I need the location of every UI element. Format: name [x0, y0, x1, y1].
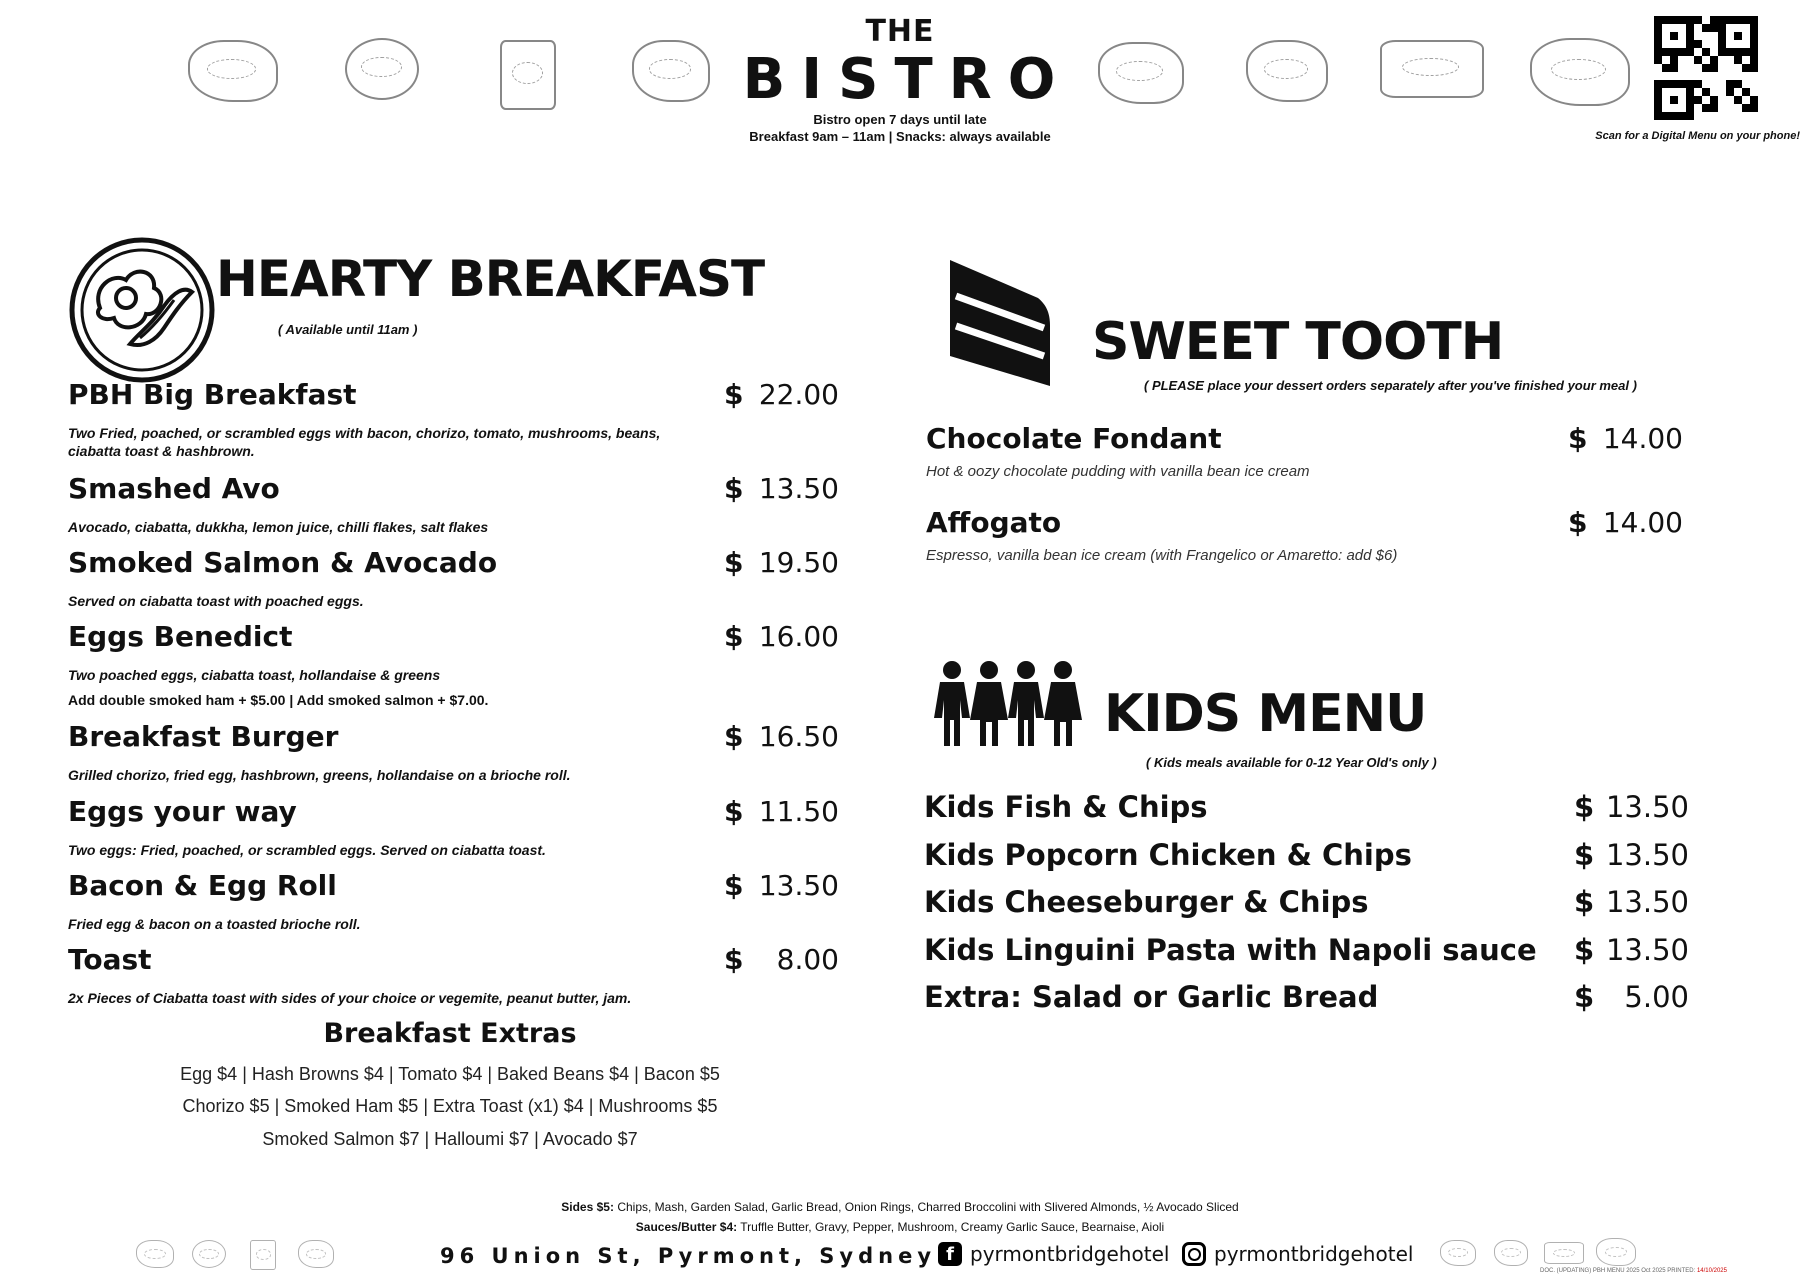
- breakfast-item-desc: [68, 841, 546, 859]
- soup-bowl-sketch-icon: [192, 1240, 226, 1268]
- price-value: 16.00: [758, 620, 839, 653]
- breakfast-item-desc: [68, 766, 571, 784]
- currency: $: [724, 943, 744, 976]
- breakfast-item-price: [724, 620, 839, 653]
- price-value: 22.00: [758, 378, 839, 411]
- egg-bacon-plate-icon: [68, 236, 216, 384]
- breakfast-item-price: [724, 869, 839, 902]
- sweet-item-name: Affogato: [926, 506, 1062, 539]
- breakfast-item-desc: [68, 666, 440, 684]
- price-value: 14.00: [1602, 506, 1683, 539]
- salad-sketch-icon: [298, 1240, 334, 1268]
- breakfast-item-name: Smashed Avo: [68, 472, 280, 505]
- kids-note: ( Kids meals available for 0-12 Year Old's only ): [1146, 755, 1437, 770]
- breakfast-item-price: [724, 720, 839, 753]
- sides-line: [400, 1200, 1400, 1214]
- qr-code[interactable]: [1654, 16, 1758, 120]
- currency: $: [1568, 422, 1588, 455]
- sweet-note: ( PLEASE place your dessert orders separately after you've finished your meal ): [1144, 378, 1637, 393]
- qr-caption: Scan for a Digital Menu on your phone!: [1595, 130, 1800, 142]
- skewers-sketch-icon: [500, 40, 556, 110]
- breakfast-item-desc: [68, 989, 631, 1007]
- price-value: 13.50: [758, 869, 839, 902]
- breakfast-item-desc: [68, 518, 488, 536]
- kids-item-price: [1574, 885, 1689, 919]
- service-times: Breakfast 9am – 11am | Snacks: always available: [749, 129, 1051, 144]
- price-value: 13.50: [758, 472, 839, 505]
- desc-line: Two Fried, poached, or scrambled eggs with bacon, chorizo, tomato, mushrooms, beans,: [68, 425, 661, 441]
- sweet-item-desc: Hot & oozy chocolate pudding with vanilla bean ice cream: [926, 463, 1310, 480]
- printed-date: 14/10/2025: [1696, 1268, 1727, 1274]
- desc-line: Served on ciabatta toast with poached eggs.: [68, 593, 364, 609]
- breakfast-item-name: Breakfast Burger: [68, 720, 339, 753]
- price-value: 13.50: [1605, 790, 1689, 824]
- price-value: 8.00: [776, 943, 839, 976]
- currency: $: [724, 472, 744, 505]
- kids-people-icon: [934, 660, 1082, 750]
- brand-header: [720, 14, 1080, 145]
- brand-name: BISTRO: [742, 47, 1072, 112]
- currency: $: [724, 378, 744, 411]
- breakfast-plate-sketch-icon: [136, 1240, 174, 1268]
- desc-line: Two eggs: Fried, poached, or scrambled eggs. Served on ciabatta toast.: [68, 842, 546, 858]
- facebook-link[interactable]: [938, 1242, 1169, 1266]
- breakfast-item-name: Toast: [68, 943, 152, 976]
- desc-line: Fried egg & bacon on a toasted brioche roll.: [68, 916, 361, 932]
- sauces-line: [400, 1220, 1400, 1234]
- breakfast-item-desc: [68, 915, 360, 933]
- breakfast-title: HEARTY BREAKFAST: [216, 250, 765, 308]
- kids-item-price: [1574, 980, 1689, 1014]
- desc-line: 2x Pieces of Ciabatta toast with sides of your choice or vegemite, peanut butter, jam.: [68, 990, 632, 1006]
- breakfast-item-name: Bacon & Egg Roll: [68, 869, 337, 902]
- instagram-icon: [1182, 1242, 1206, 1266]
- ham-sketch-icon: [1440, 1240, 1476, 1266]
- sauces-label: Sauces/Butter $4:: [635, 1220, 738, 1234]
- breakfast-item-name: Smoked Salmon & Avocado: [68, 546, 498, 579]
- kids-item-name: Extra: Salad or Garlic Bread: [924, 980, 1379, 1014]
- breakfast-item-name: Eggs Benedict: [68, 620, 293, 653]
- kids-item-price: [1574, 838, 1689, 872]
- sweet-item-price: [1568, 506, 1683, 539]
- document-code: [1540, 1268, 1727, 1274]
- ham-sketch-icon: [1098, 42, 1184, 104]
- currency: $: [1574, 837, 1595, 872]
- sides-label: Sides $5:: [561, 1200, 614, 1214]
- breakfast-item-addon: Add double smoked ham + $5.00 | Add smoked salmon + $7.00.: [68, 692, 489, 708]
- currency: $: [724, 795, 744, 828]
- cake-slice-icon: [946, 256, 1054, 390]
- soup-bowl-sketch-icon: [345, 38, 419, 100]
- instagram-handle: pyrmontbridgehotel: [1214, 1242, 1414, 1266]
- desc-line: ciabatta toast & hashbrown.: [68, 443, 255, 459]
- bacon-sketch-icon: [1544, 1242, 1584, 1264]
- sweet-item-desc: Espresso, vanilla bean ice cream (with Frangelico or Amaretto: add $6): [926, 547, 1398, 564]
- currency: $: [1574, 980, 1595, 1014]
- sauces-list: Truffle Butter, Gravy, Pepper, Mushroom, Creamy Garlic Sauce, Bearnaise, Aioli: [740, 1220, 1165, 1234]
- currency: $: [724, 620, 744, 653]
- price-value: 19.50: [758, 546, 839, 579]
- currency: $: [1574, 790, 1595, 824]
- skewers-sketch-icon: [250, 1240, 276, 1270]
- breakfast-item-name: Eggs your way: [68, 795, 297, 828]
- price-value: 16.50: [758, 720, 839, 753]
- kids-item-name: Kids Linguini Pasta with Napoli sauce: [924, 932, 1537, 967]
- kids-item-name: Kids Cheeseburger & Chips: [924, 885, 1369, 919]
- kids-item-price: [1574, 933, 1689, 967]
- price-value: 13.50: [1605, 932, 1689, 967]
- price-value: 13.50: [1605, 885, 1689, 919]
- breakfast-item-name: PBH Big Breakfast: [68, 378, 357, 411]
- bacon-sketch-icon: [1380, 40, 1484, 98]
- desc-line: Grilled chorizo, fried egg, hashbrown, greens, hollandaise on a brioche roll.: [68, 767, 571, 783]
- currency: $: [1574, 932, 1595, 967]
- opening-hours: Bistro open 7 days until late: [813, 112, 987, 127]
- burger-sketch-icon: [1530, 38, 1630, 106]
- breakfast-item-desc: [68, 424, 660, 460]
- sweet-title: SWEET TOOTH: [1092, 312, 1504, 372]
- brand-the: THE: [865, 14, 935, 49]
- breakfast-item-price: [724, 546, 839, 579]
- kids-item-price: [1574, 790, 1689, 824]
- price-value: 13.50: [1605, 837, 1689, 872]
- burger-sketch-icon: [1596, 1238, 1636, 1266]
- breakfast-item-price: [724, 943, 839, 976]
- currency: $: [724, 720, 744, 753]
- extras-line: Egg $4 | Hash Browns $4 | Tomato $4 | Baked Beans $4 | Bacon $5: [180, 1064, 720, 1084]
- kids-title: KIDS MENU: [1104, 684, 1427, 744]
- price-value: 11.50: [758, 795, 839, 828]
- kids-item-name: Kids Fish & Chips: [924, 790, 1208, 824]
- price-value: 14.00: [1602, 422, 1683, 455]
- instagram-link[interactable]: [1182, 1242, 1413, 1266]
- sides-list: Chips, Mash, Garden Salad, Garlic Bread, Onion Rings, Charred Broccolini with Slivered Almonds, ½ Avocado Sliced: [617, 1200, 1239, 1214]
- currency: $: [1568, 506, 1588, 539]
- document-code-text: DOC. (UPDATING) PBH MENU 2025 Oct 2025 PRINTED:: [1540, 1268, 1696, 1274]
- breakfast-extras-title: Breakfast Extras: [323, 1018, 577, 1049]
- taco-sketch-icon: [1246, 40, 1328, 102]
- sweet-item-name: Chocolate Fondant: [926, 422, 1222, 455]
- currency: $: [724, 869, 744, 902]
- extras-line: Chorizo $5 | Smoked Ham $5 | Extra Toast (x1) $4 | Mushrooms $5: [182, 1096, 718, 1116]
- extras-line: Smoked Salmon $7 | Halloumi $7 | Avocado $7: [262, 1129, 638, 1149]
- price-value: 5.00: [1624, 980, 1689, 1014]
- facebook-handle: pyrmontbridgehotel: [970, 1242, 1170, 1266]
- breakfast-plate-sketch-icon: [188, 40, 278, 102]
- breakfast-item-price: [724, 795, 839, 828]
- address: 96 Union St, Pyrmont, Sydney: [440, 1244, 937, 1268]
- desc-line: Two poached eggs, ciabatta toast, hollandaise & greens: [68, 667, 441, 683]
- salad-sketch-icon: [632, 40, 710, 102]
- currency: $: [1574, 885, 1595, 919]
- breakfast-item-price: [724, 378, 839, 411]
- kids-item-name: Kids Popcorn Chicken & Chips: [924, 837, 1412, 872]
- desc-line: Avocado, ciabatta, dukkha, lemon juice, chilli flakes, salt flakes: [68, 519, 489, 535]
- taco-sketch-icon: [1494, 1240, 1528, 1266]
- breakfast-item-price: [724, 472, 839, 505]
- facebook-icon: f: [938, 1242, 962, 1266]
- breakfast-item-desc: [68, 592, 364, 610]
- currency: $: [724, 546, 744, 579]
- sweet-item-price: [1568, 422, 1683, 455]
- breakfast-note: ( Available until 11am ): [278, 322, 418, 337]
